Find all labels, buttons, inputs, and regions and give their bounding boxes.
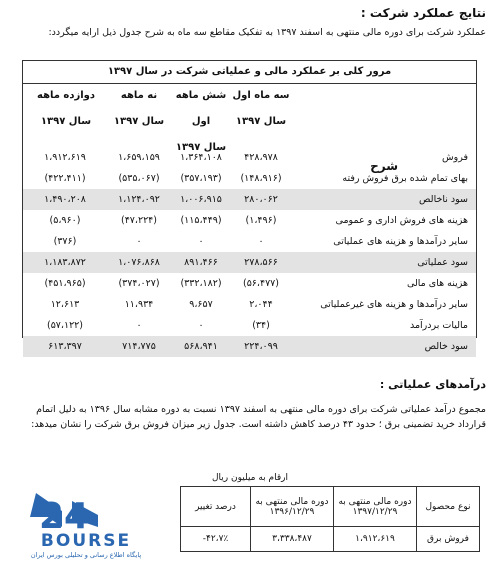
sales-cell-change: -۴۲،۷٪ [181, 527, 251, 552]
performance-table [22, 60, 477, 352]
row-label: مالیات بردرآمد [409, 320, 468, 331]
cell-h1: ۸۹۱،۴۶۶ [184, 257, 218, 268]
cell-q1: (۳۴) [252, 320, 270, 331]
table-row [23, 273, 476, 294]
cell-9m: ۷۱۴،۷۷۵ [122, 341, 156, 352]
sales-cell-1397: ۱،۹۱۲،۶۱۹ [334, 527, 417, 552]
cell-9m: ۱،۶۵۹،۱۵۹ [118, 152, 160, 163]
sales-header-1397: دوره مالی منتهی به ۱۳۹۷/۱۲/۲۹ [334, 487, 417, 527]
cell-9m: ۱،۰۷۶،۸۶۸ [118, 257, 160, 268]
sales-cell-1396: ۳،۳۳۸،۴۸۷ [251, 527, 334, 552]
cell-12m: (۵،۹۶۰) [49, 215, 81, 226]
table-row [23, 294, 476, 315]
col-header-12m-line1: دوازده ماهه [37, 90, 95, 101]
section2-text: مجموع درآمد عملیاتی شرکت برای دوره مالی منتهی به اسفند ۱۳۹۷ نسبت به دوره مشابه سال ۱۳۹۶ به دلیل اتمام قرارداد خرید تضمینی برق ؛ حدود ۴۳ درصد کاهش داشته است. جدول زیر میزان فروش برق شرکت را نشان میدهد: [31, 404, 486, 430]
cell-h1: (۱۱۵،۴۴۹) [180, 215, 222, 226]
table-row [23, 147, 476, 168]
cell-h1: ۰ [198, 236, 204, 247]
cell-12m: (۵۷،۱۲۲) [47, 320, 83, 331]
table-row [23, 315, 476, 336]
cell-q1: ۲،۰۴۴ [249, 299, 273, 310]
cell-9m: (۳۷۴،۰۲۷) [118, 278, 160, 289]
table-row [23, 252, 476, 273]
row-label: بهای تمام شده برق فروش رفته [342, 173, 468, 184]
cell-12m: (۳۷۶) [53, 236, 77, 247]
table-row [23, 168, 476, 189]
cell-12m: (۴۲۲،۴۱۱) [44, 173, 86, 184]
cell-9m: ۰ [136, 320, 142, 331]
cell-9m: ۰ [136, 236, 142, 247]
logo-number: 24 [38, 496, 90, 537]
logo-tagline: پایگاه اطلاع رسانی و تحلیلی بورس ایران [30, 551, 142, 559]
col-header-9m-line1: نه ماهه [120, 90, 158, 101]
bourse24-logo [2, 487, 167, 561]
cell-h1: ۹،۶۵۷ [189, 299, 213, 310]
cell-12m: ۱،۱۸۳،۸۷۲ [44, 257, 86, 268]
section-title: نتایج عملکرد شرکت : [360, 6, 486, 20]
cell-q1: ۲۲۴،۰۹۹ [244, 341, 278, 352]
cell-q1: ۰ [258, 236, 264, 247]
cell-12m: ۱،۴۹۰،۲۰۸ [44, 194, 86, 205]
row-label: هزینه های فروش اداری و عمومی [335, 215, 468, 226]
table-row [23, 210, 476, 231]
cell-9m: (۴۷،۲۲۴) [121, 215, 157, 226]
row-label: سود ناخالص [419, 194, 468, 205]
row-label: سایر درآمدها و هزینه های عملیاتی [333, 236, 468, 247]
sales-header-product: نوع محصول [417, 487, 480, 527]
unit-note: ارقام به میلیون ریال [212, 473, 288, 483]
cell-h1: ۵۶۸،۹۴۱ [184, 341, 218, 352]
sales-header-1396: دوره مالی منتهی به ۱۳۹۶/۱۲/۲۹ [251, 487, 334, 527]
row-label: سایر درآمدها و هزینه های غیرعملیاتی [320, 299, 468, 310]
cell-12m: ۶۱۳،۳۹۷ [48, 341, 82, 352]
col-header-q1-line1: سه ماه اول [232, 90, 290, 101]
cell-h1: ۰ [198, 320, 204, 331]
cell-q1: (۱۴۸،۹۱۶) [240, 173, 282, 184]
cell-12m: ۱،۹۱۲،۶۱۹ [44, 152, 86, 163]
cell-q1: (۱،۴۹۶) [245, 215, 277, 226]
cell-h1: ۱،۰۰۶،۹۱۵ [180, 194, 222, 205]
table-row [23, 189, 476, 210]
row-label: سود عملیاتی [417, 257, 468, 268]
cell-h1: (۳۳۲،۱۸۲) [180, 278, 222, 289]
sales-header-change: درصد تغییر [181, 487, 251, 527]
cell-q1: (۵۶،۴۷۷) [243, 278, 279, 289]
table-title: مرور کلی بر عملکرد مالی و عملیاتی شرکت در سال ۱۳۹۷ [23, 61, 476, 84]
col-header-h1-line1: شش ماهه اول [175, 90, 227, 127]
sales-cell-product: فروش برق [417, 527, 480, 552]
col-header-9m-line2: سال ۱۳۹۷ [113, 116, 165, 127]
col-header-h1-line2: سال ۱۳۹۷ [175, 142, 227, 153]
row-header: شرح [370, 159, 398, 173]
cell-q1: ۲۷۸،۵۶۶ [244, 257, 278, 268]
cell-12m: (۴۵۱،۹۶۵) [44, 278, 86, 289]
cell-9m: (۵۳۵،۰۶۷) [118, 173, 160, 184]
logo-graphic [2, 487, 167, 561]
cell-9m: ۱،۱۲۴،۰۹۲ [118, 194, 160, 205]
cell-q1: ۴۲۸،۹۷۸ [244, 152, 278, 163]
cell-h1: (۳۵۷،۱۹۳) [180, 173, 222, 184]
col-header-q1-line2: سال ۱۳۹۷ [235, 116, 287, 127]
sales-table [180, 486, 480, 552]
logo-word: BOURSE [40, 531, 132, 551]
col-header-12m-line2: سال ۱۳۹۷ [40, 116, 92, 127]
cell-h1: ۱،۳۶۴،۱۰۸ [180, 152, 222, 163]
cell-9m: ۱۱،۹۳۴ [124, 299, 154, 310]
row-label: فروش [442, 152, 468, 163]
table-row [23, 231, 476, 252]
row-label: هزینه های مالی [406, 278, 468, 289]
intro-text: عملکرد شرکت برای دوره مالی منتهی به اسفند ۱۳۹۷ به تفکیک مقاطع سه ماه به شرح جدول ذیل ارایه میگردد: [48, 27, 486, 38]
cell-12m: ۱۲،۶۱۳ [50, 299, 80, 310]
row-label: سود خالص [424, 341, 468, 352]
table-row [23, 336, 476, 357]
section2-title: درآمدهای عملیاتی : [379, 378, 486, 391]
cell-q1: ۲۸۰،۰۶۲ [244, 194, 278, 205]
